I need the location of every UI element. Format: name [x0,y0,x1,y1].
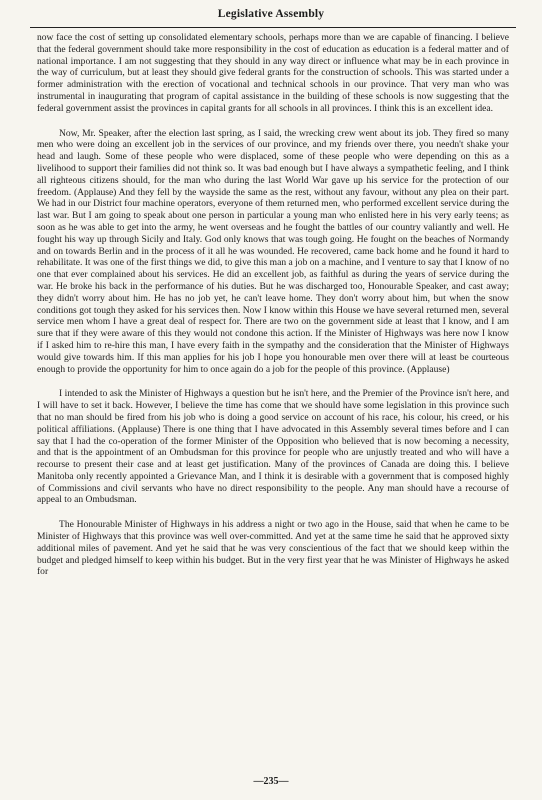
page-number: —235— [253,776,289,787]
paragraph-1: now face the cost of setting up consolidated elementary schools, perhaps more than we are capable of financing. I believe that the federal government should take more responsibility in the cost of education as education is a federal matter and of national importance. I am not suggesting that they should in any way direct or influence what may be in each province in the way of curriculum, but at least they should give federal grants for the construction of schools. This was started under a former administration with the erection of vocational and technical schools in our province. That very man who was instrumental in inaugurating that program of capital assistance in the building of these schools is now suggesting that the federal government assist the provinces in capital grants for all schools in all provinces. I think this is an excellent idea. [37,32,509,114]
paragraph-3: I intended to ask the Minister of Highways a question but he isn't here, and the Premier of the Province isn't here, and I will have to set it back. However, I believe the time has come that we should have some legislation in this province such that no man should be fired from his job who is doing a good service on account of his race, his colour, his creed, or his political affiliations. (Applause) There is one thing that I have advocated in this Assembly several times before and I can say that I had the co-operation of the former Minister of the Opposition who believed that is now becoming a necessity, and that is the appointment of an Ombudsman for this province for people who are unjustly treated and who will have a recourse to present their case and at least get justification. Many of the provinces of Canada are doing this. I believe Manitoba only recently appointed a Grievance Man, and I think it is desirable with a government that is composed highly of Commissions and civil servants who have no direct responsibility to the people. Any man should have a recourse of appeal to an Ombudsman. [37,388,509,506]
paragraph-2: Now, Mr. Speaker, after the election last spring, as I said, the wrecking crew went about its job. They fired so many men who were doing an excellent job in the services of our province, and my friends over there, you needn't shake your head and laugh. Some of these people who were displaced, some of these people who were depending on this as a livelihood to support their families did not think so. It was bad enough but I have always a sympathetic feeling, and I think all righteous citizens should, for the man who during the last World War gave up his service for the protection of our freedom. (Applause) And they fell by the wayside the same as the rest, without any favour, without any plea on their part. We had in our District four machine operators, everyone of them returned men, who performed excellent service during the last war. But I am going to speak about one person in particular a young man who enlisted here in his very early teens; as soon as he was able to get into the army, he went overseas and he fought the battles of our country valiantly and well. He fought his way up through Sicily and Italy. God only knows that was tough going. He fought on the beaches of Normandy and on towards Berlin and in the process of it all he was wounded. He recovered, came back home and he found it hard to rehabilitate. It was one of the first things we did, to give this man a job on a machine, and I venture to say that I know of no one that ever complained about his services. He did an excellent job, as faithful as during the years of service during the war. He broke his back in the performance of his duties. But he was discharged too, Honourable Speaker, and cast away; they didn't worry about him. He has no job yet, he can't leave home. They don't worry about him, but when the snow conditions got tough they asked for his services then. Now I know within this House we have several returned men, several service men whom I have a great deal of respect for. There are two on the government side at least that I know, and I am sure that if they were aware of this they would not condone this action. If the Minister of Highways was here now I know if I asked him to re-hire this man, I have every faith in the sympathy and the consideration that the Minister of Highways would give towards him. If this man applies for his job I hope you honourable men over there will at least be courteous enough to provide the opportunity for him to once again do a job for the people of this province. (Applause) [37,127,509,375]
header-rule [30,27,516,28]
body-text [37,32,509,578]
paragraph-4: The Honourable Minister of Highways in his address a night or two ago in the House, said that when he came to be Minister of Highways that this province was well over-committed. And yet at the same time he said that he approved sixty additional miles of pavement. And yet he said that he was very conscientious of the fact that we should keep within the budget and pledged himself to keep within his budget. But in the very first year that he was Minister of Highways he asked for [37,519,509,578]
running-header: Legislative Assembly [217,8,325,20]
